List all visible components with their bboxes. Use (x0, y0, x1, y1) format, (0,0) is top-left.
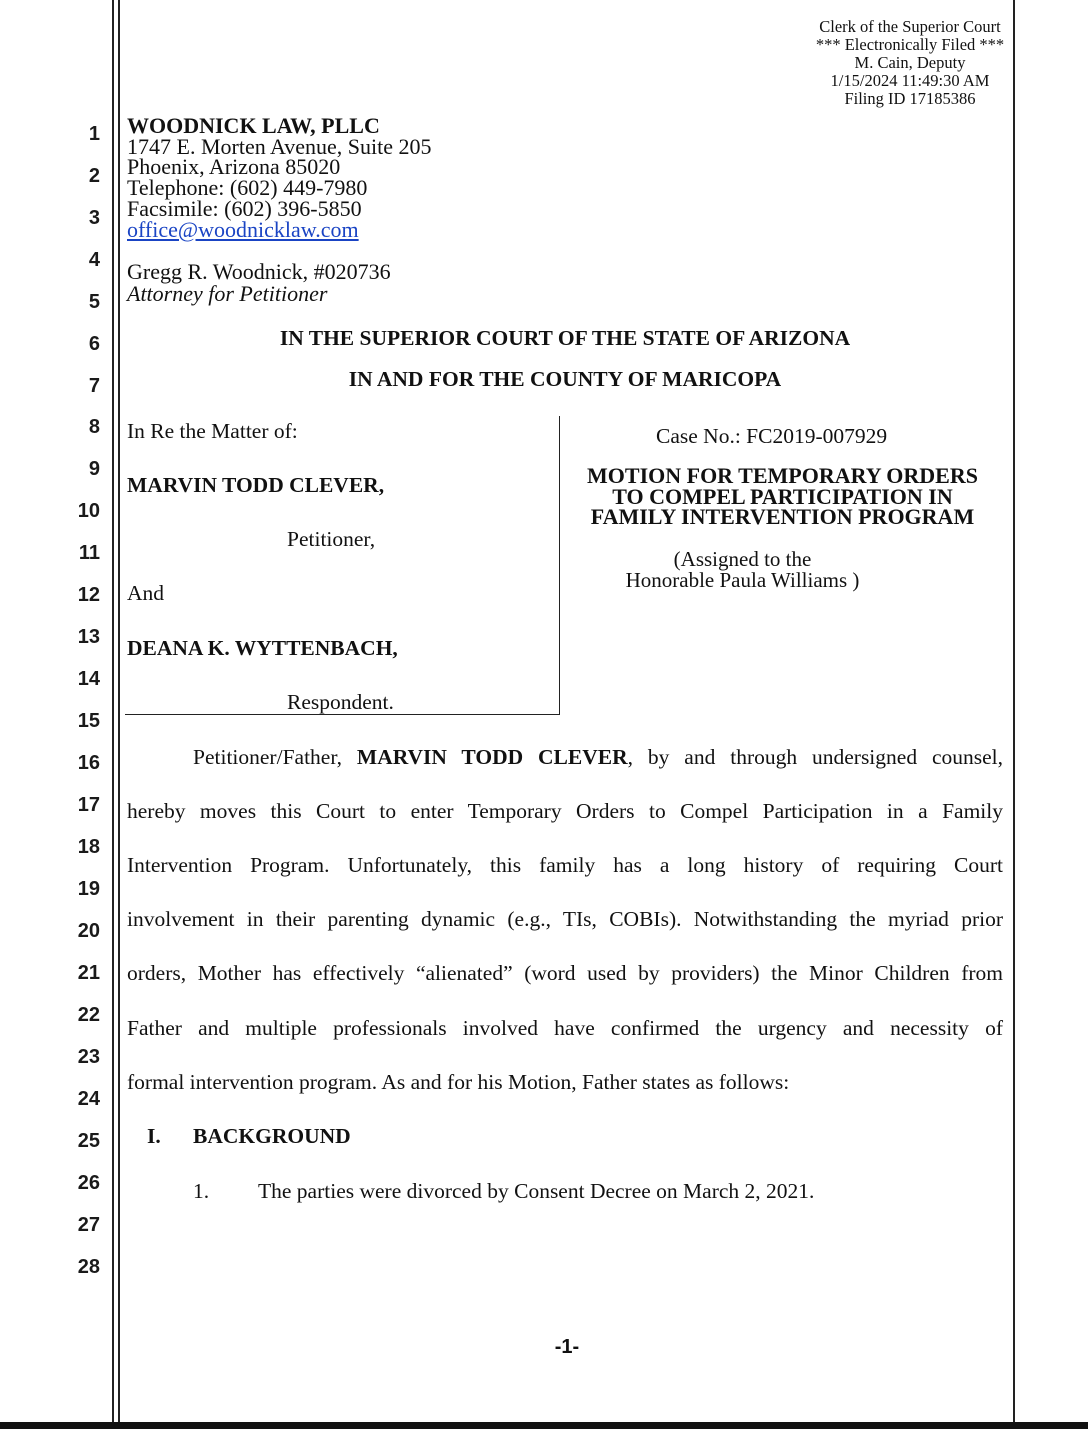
attorney-role: Attorney for Petitioner (127, 281, 328, 306)
line-number: 23 (77, 1046, 100, 1068)
document-title (560, 463, 1005, 529)
caption-petitioner-label: Petitioner, (287, 527, 376, 551)
line-number: 24 (77, 1088, 100, 1110)
caption-matter: In Re the Matter of: (127, 419, 298, 443)
assigned-line1: (Assigned to the (673, 547, 812, 571)
caption-and: And (127, 581, 165, 605)
body-line-1-party: MARVIN TODD CLEVER (356, 745, 628, 769)
caption-respondent-name: DEANA K. WYTTENBACH, (127, 636, 398, 660)
caption-box (125, 416, 560, 715)
case-number: Case No.: FC2019-007929 (656, 424, 888, 448)
line-number: 3 (88, 207, 100, 229)
filing-stamp (800, 18, 1020, 108)
stamp-electronically-filed: *** Electronically Filed *** (815, 35, 1005, 54)
line-number: 10 (77, 500, 100, 522)
line-number: 18 (77, 836, 100, 858)
line-number: 17 (77, 794, 100, 816)
body-line-7: formal intervention program. As and for his Motion, Father states as follows: (127, 1070, 790, 1094)
document-title-line3: FAMILY INTERVENTION PROGRAM (590, 504, 975, 529)
stamp-deputy: M. Cain, Deputy (854, 53, 966, 72)
firm-name: WOODNICK LAW, PLLC (127, 113, 380, 138)
left-margin-rule-outer (112, 0, 114, 1429)
stamp-datetime: 1/15/2024 11:49:30 AM (830, 71, 990, 90)
page-number: -1- (554, 1336, 580, 1358)
left-margin-rule-inner (118, 0, 120, 1429)
paragraph-number: 1. (193, 1179, 210, 1203)
body-line-3: Intervention Program. Unfortunately, this family has a long history of requiring Court (127, 853, 1003, 877)
assigned-line2: Honorable Paula Williams ) (625, 567, 860, 592)
section-heading: BACKGROUND (193, 1124, 351, 1148)
line-number: 19 (77, 878, 100, 900)
attorney-block (127, 261, 391, 305)
line-number: 2 (88, 165, 100, 187)
line-number: 11 (78, 542, 100, 564)
document-title-line1: MOTION FOR TEMPORARY ORDERS (587, 463, 978, 488)
line-number: 21 (77, 962, 100, 984)
court-heading-line2: IN AND FOR THE COUNTY OF MARICOPA (348, 367, 782, 391)
page-bottom-edge (0, 1422, 1088, 1429)
line-number: 13 (77, 626, 100, 648)
caption-petitioner-name: MARVIN TODD CLEVER, (127, 473, 385, 497)
line-number: 5 (88, 291, 100, 313)
line-number: 7 (88, 375, 100, 397)
line-number: 28 (77, 1256, 100, 1278)
assigned-judge (560, 549, 925, 590)
line-number: 14 (77, 668, 100, 690)
firm-address-line2: Phoenix, Arizona 85020 (127, 154, 341, 180)
court-heading-line1: IN THE SUPERIOR COURT OF THE STATE OF ARIZONA (279, 326, 851, 350)
line-number: 27 (77, 1214, 100, 1236)
line-number: 1 (88, 123, 100, 145)
document-title-line2: TO COMPEL PARTICIPATION IN (612, 483, 953, 509)
body-line-5: orders, Mother has effectively “alienated” (word used by providers) the Minor Children from (127, 961, 1003, 985)
caption-respondent-label: Respondent. (287, 690, 394, 714)
body-line-2: hereby moves this Court to enter Temporary Orders to Compel Participation in a Family (127, 799, 1003, 823)
line-number: 26 (77, 1172, 100, 1194)
body-line-1-post: , by and through undersigned counsel, (627, 745, 1004, 769)
firm-email-link[interactable]: office@woodnicklaw.com (127, 216, 359, 242)
body-line-1-pre: Petitioner/Father, (193, 745, 357, 769)
stamp-filing-id: Filing ID 17185386 (844, 89, 976, 108)
line-number: 9 (88, 458, 100, 480)
attorney-name: Gregg R. Woodnick, #020736 (127, 259, 391, 284)
line-number: 6 (88, 333, 100, 355)
line-number: 25 (77, 1130, 100, 1152)
law-firm-block (127, 113, 432, 242)
paragraph-text: The parties were divorced by Consent Decree on March 2, 2021. (258, 1179, 815, 1203)
firm-telephone: Telephone: (602) 449-7980 (127, 175, 368, 201)
section-numeral: I. (147, 1124, 161, 1148)
body-line-4: involvement in their parenting dynamic (e.g., TIs, COBIs). Notwithstanding the myriad prior (127, 907, 1003, 931)
line-number: 4 (88, 249, 100, 271)
body-line-6: Father and multiple professionals involved have confirmed the urgency and necessity of (127, 1016, 1003, 1040)
line-number: 16 (77, 752, 100, 774)
line-number: 8 (88, 416, 100, 438)
right-margin-rule (1013, 0, 1015, 1429)
stamp-clerk: Clerk of the Superior Court (819, 17, 1001, 36)
body-line-1 (193, 745, 1003, 769)
line-number: 12 (77, 584, 100, 606)
firm-facsimile: Facsimile: (602) 396-5850 (127, 195, 362, 221)
line-number: 15 (77, 710, 100, 732)
line-number: 20 (77, 920, 100, 942)
firm-address-line1: 1747 E. Morten Avenue, Suite 205 (127, 133, 432, 159)
line-number: 22 (77, 1004, 100, 1026)
